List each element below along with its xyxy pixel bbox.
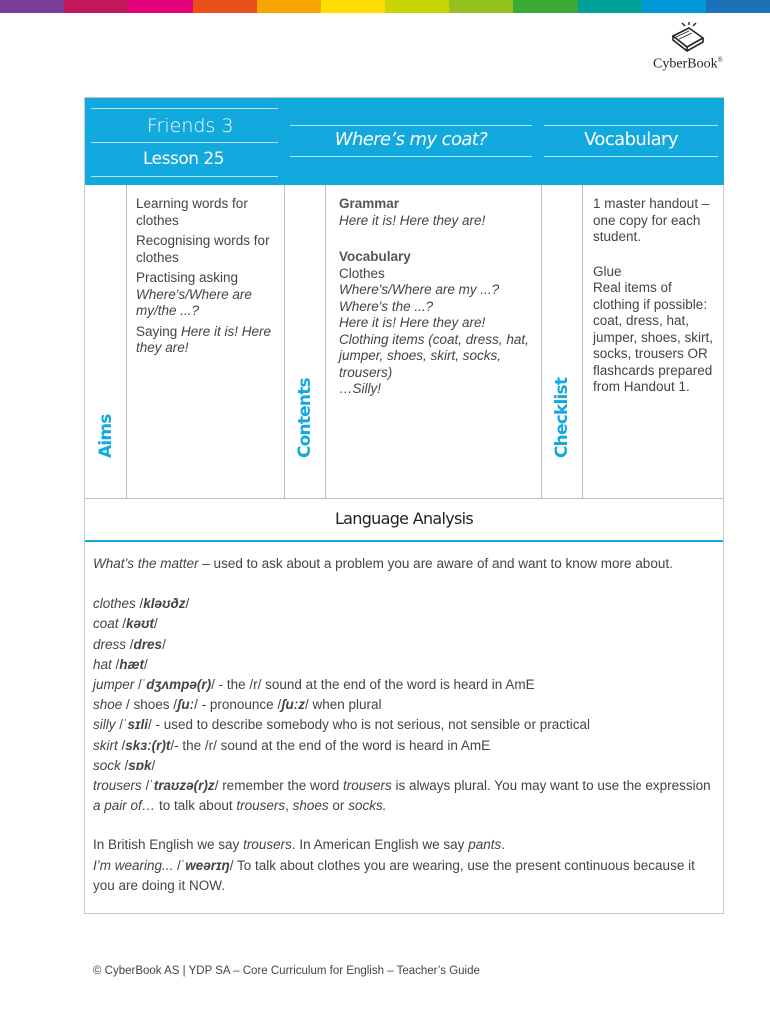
page-footer: © CyberBook AS | YDP SA – Core Curriculum for English – Teacher’s Guide — [93, 965, 480, 977]
color-bar-segment — [193, 0, 257, 13]
word-line-trousers: trousers /ˈtraʊzə(r)z/ remember the word trousers is always plural. You may want to use the expression a pair of… to talk about trousers, shoes or socks. — [93, 778, 711, 814]
grammar-heading: Grammar — [339, 196, 400, 211]
checklist-list — [593, 196, 718, 396]
section-title: Vocabulary — [584, 129, 678, 150]
british-american-note: In British English we say trousers. In American English we say pants. — [93, 837, 505, 853]
checklist-item: 1 master handout – one copy for each student. — [593, 196, 710, 244]
word-line: hat /hæt/ — [93, 656, 148, 672]
language-analysis-body — [85, 540, 723, 914]
intro-paragraph: What’s the matter – used to ask about a problem you are aware of and want to know more about. — [93, 556, 673, 571]
color-bar-segment — [449, 0, 513, 13]
color-bar-segment — [128, 0, 192, 13]
word-line: shoe / shoes /ʃuː/ - pronounce /ʃuːz/ when plural — [93, 697, 382, 713]
color-bar-segment — [64, 0, 128, 13]
wearing-note: I’m wearing... /ˈweərɪŋ/ To talk about clothes you are wearing, use the present continuous because it you are doing it NOW. — [93, 857, 695, 893]
lesson-sheet — [84, 97, 724, 914]
word-line: jumper /ˈdʒʌmpə(r)/ - the /r/ sound at the end of the word is heard in AmE — [93, 677, 535, 693]
word-line: coat /kəʊt/ — [93, 616, 158, 632]
color-bar-segment — [706, 0, 770, 13]
header-course-cell — [85, 98, 284, 185]
color-bar — [0, 0, 770, 13]
aim-item: Practising asking Where's/Where are my/the ...? — [136, 270, 252, 318]
header-section-cell — [538, 98, 724, 185]
vocabulary-heading: Vocabulary — [339, 249, 411, 264]
aim-item: Saying Here it is! Here they are! — [136, 323, 272, 355]
vocabulary-line: Clothing items (coat, dress, hat, jumper, shoes, skirt, socks, trousers) — [339, 331, 529, 380]
checklist-label: Checklist — [541, 185, 583, 498]
aims-label: Aims — [85, 185, 127, 498]
color-bar-segment — [578, 0, 642, 13]
brand-name: CyberBook® — [653, 56, 723, 72]
color-bar-segment — [513, 0, 577, 13]
vocabulary-line: Here it is! Here they are! — [339, 315, 486, 330]
vocabulary-line: …Silly! — [339, 381, 382, 396]
cyberbook-logo — [628, 22, 748, 82]
vocabulary-line: Clothes — [339, 265, 385, 281]
lesson-title: Where’s my coat? — [334, 129, 488, 150]
vocabulary-line: Where's/Where are my ...? — [339, 282, 500, 297]
language-analysis-title: Language Analysis — [85, 498, 723, 540]
color-bar-segment — [0, 0, 64, 13]
word-line: clothes /kləʊðz/ — [93, 596, 190, 612]
color-bar-segment — [385, 0, 449, 13]
word-line: sock /sɒk/ — [93, 757, 156, 773]
word-line: skirt /skɜː(r)t/- the /r/ sound at the end of the word is heard in AmE — [93, 737, 491, 753]
book-icon — [667, 22, 709, 54]
aim-item: Recognising words for clothes — [136, 233, 270, 265]
word-list — [93, 594, 713, 776]
contents-label: Contents — [284, 185, 326, 498]
lesson-number: Lesson 25 — [143, 149, 225, 169]
aim-item: Learning words for clothes — [136, 196, 248, 228]
grammar-text: Here it is! Here they are! — [339, 212, 486, 228]
checklist-item: Real items of clothing if possible: coat, dress, hat, jumper, shoes, skirt, socks, trousers OR flashcards prepared from Handout 1. — [593, 280, 714, 394]
course-title: Friends 3 — [147, 115, 234, 137]
header-title-cell — [284, 98, 538, 185]
contents-list — [339, 196, 535, 398]
word-line: dress /dres/ — [93, 636, 166, 652]
color-bar-segment — [321, 0, 385, 13]
aims-list — [136, 196, 284, 361]
checklist-item: Glue — [593, 263, 622, 279]
color-bar-segment — [257, 0, 321, 13]
vocabulary-line: Where's the ...? — [339, 298, 434, 314]
color-bar-segment — [642, 0, 706, 13]
word-line: silly /ˈsɪli/ - used to describe somebody who is not serious, not sensible or practical — [93, 717, 590, 733]
